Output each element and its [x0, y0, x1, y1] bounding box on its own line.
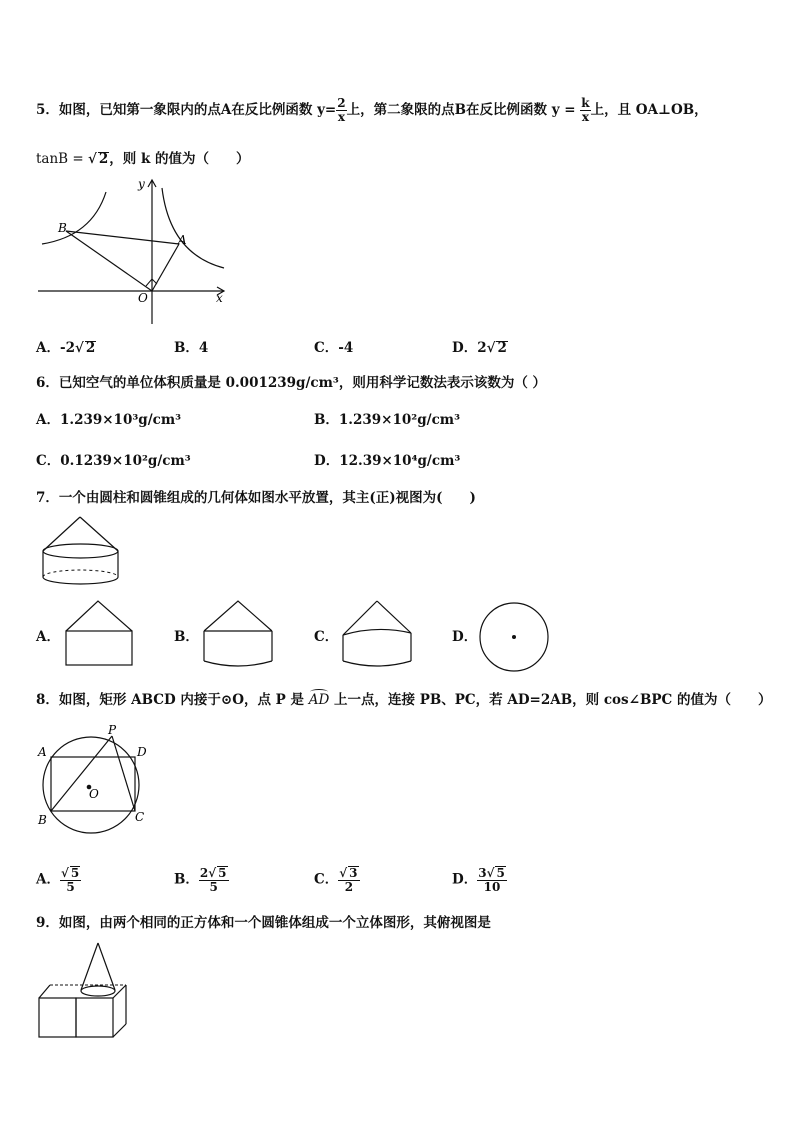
q7-a-rectangle [66, 631, 132, 665]
q5-label-B: B [58, 221, 67, 235]
q8-figure [34, 722, 154, 838]
q8-option-b-label: B． [174, 871, 199, 888]
q8-segment-pc [112, 736, 135, 811]
q5-option-a-label: A．-2 [36, 340, 75, 356]
q8-label-C: C [135, 810, 145, 824]
q8-segment-pb [51, 736, 112, 811]
q8-option-b-den: 5 [209, 880, 218, 894]
q8-option-d-frac: $\frac{3√ 5}{10}$ [478, 866, 505, 894]
q5-label-A: A [178, 233, 187, 247]
q7-d-center-dot [512, 635, 516, 639]
q8-option-c-label: C． [314, 871, 339, 888]
q7-option-c[interactable] [314, 628, 338, 646]
q8-option-b-frac: $\frac{2√ 5}{5}$ [199, 866, 227, 894]
q7-b-triangle [204, 601, 272, 631]
q5-segment-AB [66, 231, 179, 244]
q8-option-d[interactable] [452, 866, 507, 894]
q7-option-a[interactable] [36, 628, 60, 646]
q5-frac-b-den: x [581, 110, 589, 124]
q7-cylinder-bottom-front [43, 577, 118, 584]
q8-circle [43, 737, 139, 833]
q5-option-a[interactable]: A．-2√ 2 [36, 340, 96, 356]
q5-stem-line1 [36, 97, 708, 124]
q9-cube-front-right [76, 998, 113, 1037]
q5-tanb: tanB = [36, 151, 88, 167]
q7-c-right-edge [377, 601, 411, 633]
q7-cylinder-top-ellipse [43, 544, 118, 558]
q8-option-b-num: 5 [218, 866, 227, 880]
q7-cone-left-edge [43, 517, 80, 551]
q7-b-bottom-arc [204, 661, 272, 666]
q8-option-d-num: 5 [496, 866, 505, 880]
q8-label-O: O [89, 787, 99, 801]
q5-option-c-label: C．-4 [314, 340, 354, 356]
q5-label-y: y [138, 177, 145, 191]
q5-stem-part-a: 5．如图，已知第一象限内的点A在反比例函数 y= [36, 102, 337, 118]
q5-frac-a [336, 97, 346, 124]
q7-option-a-figure[interactable] [62, 597, 136, 669]
q8-option-a-label: A． [36, 871, 60, 888]
q8-stem-part-b: 上一点，连接 PB、PC，若 AD=2AB，则 cos∠BPC 的值为（ ） [334, 692, 772, 708]
q7-option-a-label: A． [36, 629, 60, 645]
q5-curve-first-quadrant [162, 188, 224, 268]
q9-figure [36, 940, 130, 1040]
q8-option-c-num: 3 [349, 866, 358, 880]
q8-label-A: A [38, 745, 47, 759]
q8-option-a-frac: $\frac{√ 5}{5}$ [60, 866, 80, 894]
q7-c-bottom-arc [343, 661, 411, 666]
q7-a-triangle [66, 601, 132, 631]
q9-cone-base [81, 986, 115, 996]
q9-stem: 9．如图，由两个相同的正方体和一个圆锥体组成一个立体图形，其俯视图是 [36, 915, 491, 931]
q8-option-b[interactable] [174, 866, 229, 894]
q5-sqrt2: 2 [98, 151, 109, 167]
q7-option-d-label: D． [452, 629, 478, 645]
q8-option-a[interactable] [36, 866, 81, 894]
q5-frac-a-den: x [337, 110, 345, 124]
q5-stem-line2: tanB = √ 2，则 k 的值为（ ） [36, 151, 250, 167]
q5-stem-part-b: 上，第二象限的点B在反比例函数 y = [346, 102, 581, 118]
q8-arc-ad: AD [308, 692, 330, 708]
q5-option-b[interactable] [174, 339, 208, 357]
q5-frac-b [580, 97, 590, 124]
q8-option-b-coef: 2 [199, 866, 209, 880]
q8-option-d-label: D． [452, 871, 478, 888]
q5-figure [34, 174, 230, 330]
q5-option-d-label: D．2 [452, 340, 487, 356]
q8-option-c-frac: $\frac{√ 3}{2}$ [339, 866, 358, 894]
q9-cone-right-edge [98, 943, 115, 990]
q5-frac-b-num: k [581, 96, 590, 110]
q5-option-c[interactable] [314, 339, 353, 357]
q8-option-a-num: 5 [70, 866, 80, 880]
q6-option-d[interactable]: D．12.39×10⁴g/cm³ [314, 453, 461, 469]
q9-cube-top-left-edge [39, 985, 50, 998]
q8-label-B: B [38, 813, 47, 827]
q8-option-c[interactable] [314, 866, 360, 894]
q5-option-d[interactable]: D．2√ 2 [452, 340, 507, 356]
q7-option-d-figure[interactable] [476, 602, 552, 674]
q5-stem-line2-rest: ，则 k 的值为（ ） [109, 151, 250, 167]
q8-option-a-den: 5 [66, 880, 75, 894]
q8-label-P: P [108, 723, 117, 737]
q6-option-b[interactable]: B．1.239×10²g/cm³ [314, 412, 460, 428]
q7-cone-right-edge [80, 517, 118, 551]
q5-frac-a-num: 2 [337, 96, 346, 110]
q7-option-b-figure[interactable] [200, 597, 276, 673]
q7-option-d[interactable] [452, 628, 477, 646]
q8-stem [36, 691, 771, 709]
q8-option-d-coef: 3 [478, 866, 487, 880]
q9-cube-front-left [39, 998, 76, 1037]
q8-label-D: D [137, 745, 147, 759]
q5-option-a-sqrt: 2 [85, 340, 96, 356]
q6-stem: 6．已知空气的单位体积质量是 0.001239g/cm³，则用科学记数法表示该数为（ ） [36, 375, 547, 391]
q5-label-x: x [216, 291, 223, 305]
q9-cone-left-edge [81, 943, 98, 990]
q7-option-c-label: C． [314, 629, 339, 645]
q7-solid-figure [38, 514, 124, 590]
q6-option-c[interactable]: C．0.1239×10²g/cm³ [36, 453, 191, 469]
q8-rectangle-abcd [51, 757, 135, 811]
q5-label-O: O [138, 291, 148, 305]
q5-option-b-label: B．4 [174, 340, 209, 356]
q5-stem-part-c: 上，且 OA⊥OB， [590, 102, 708, 118]
q7-option-b-label: B． [174, 629, 199, 645]
q7-option-c-figure[interactable] [339, 597, 415, 673]
q8-option-c-den: 2 [344, 880, 354, 894]
q7-c-top-arc [343, 629, 411, 635]
q7-cylinder-bottom-back [43, 570, 118, 577]
q5-segment-OA [152, 244, 179, 291]
q5-option-d-sqrt: 2 [497, 340, 507, 356]
q9-cube-right-bottom [113, 1024, 126, 1037]
q7-option-b[interactable] [174, 628, 199, 646]
q8-stem-part-a: 8．如图，矩形 ABCD 内接于⊙O，点 P 是 [36, 692, 305, 708]
q8-option-d-den: 10 [483, 880, 501, 894]
q7-stem: 7．一个由圆柱和圆锥组成的几何体如图水平放置，其主(正)视图为( ) [36, 490, 476, 506]
q6-option-a[interactable]: A．1.239×10³g/cm³ [36, 412, 182, 428]
